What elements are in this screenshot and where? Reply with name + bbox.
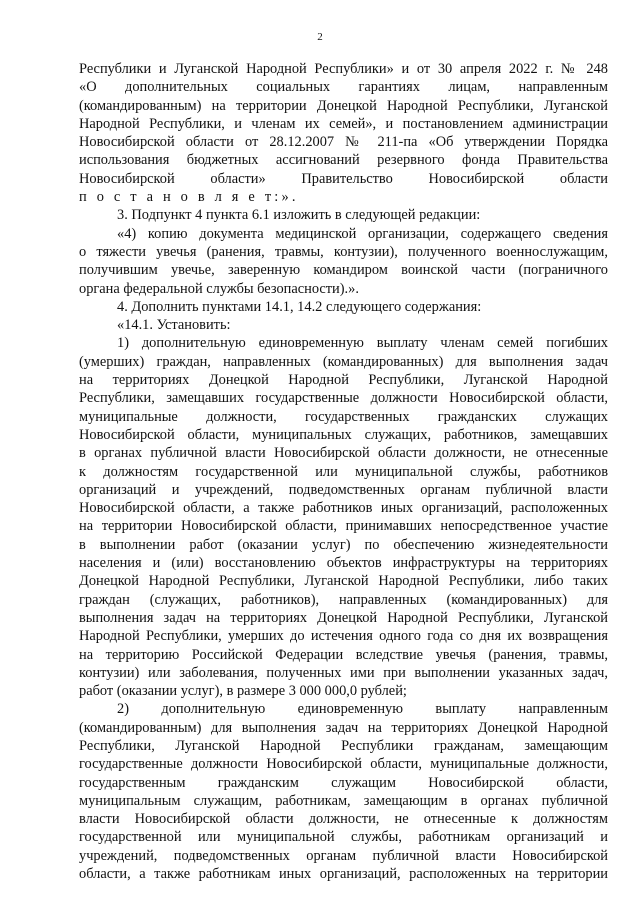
text-line: муниципальные должности, государственных гражданских служащих <box>79 408 608 425</box>
text-line: «4) копию документа медицинской организации, содержащего сведения <box>117 225 608 242</box>
text-line: Республики, Луганской Народной Республики гражданам, замещающим <box>79 737 608 754</box>
text-line: государственным гражданским служащим Новосибирской области, <box>79 774 608 791</box>
text-line: государственные должности Новосибирской области, муниципальные должности, <box>79 756 608 773</box>
text-line: «14.1. Установить: <box>117 317 231 334</box>
text-line: выполнения задач на территориях Донецкой Народной Республики, Луганской <box>79 609 608 626</box>
text-line: 4. Дополнить пунктами 14.1, 14.2 следующего содержания: <box>117 298 482 315</box>
text-line: п о с т а н о в л я е т:». <box>79 189 299 206</box>
text-line: о тяжести увечья (ранения, травмы, контузии), полученного военнослужащим, <box>79 243 608 260</box>
text-line: (командированным) для выполнения задач на территориях Донецкой Народной <box>79 719 608 736</box>
text-line: граждан (служащих, работников), направленных (командированных) для <box>79 591 608 608</box>
text-line: «О дополнительных социальных гарантиях лицам, направленным <box>79 79 608 96</box>
text-line: работ (оказании услуг), в размере 3 000 000,0 рублей; <box>79 683 407 700</box>
text-line: Донецкой Народной Республики, Луганской Народной Республики, либо таких <box>79 573 608 590</box>
document-body <box>79 60 608 883</box>
text-line: населения и (или) восстановлению объектов инфраструктуры на территориях <box>79 555 608 572</box>
text-line: Республики и Луганской Народной Республики» и от 30 апреля 2022 г. № 248 <box>79 61 608 77</box>
text-line: органа федеральной службы безопасности).». <box>79 280 359 297</box>
text-line: учреждений, подведомственных органам публичной власти Новосибирской <box>79 847 608 864</box>
text-line: на территории Новосибирской области, принимавших непосредственное участие <box>79 518 608 535</box>
text-line: области, а также работникам иных организаций, расположенных на территории <box>79 866 608 883</box>
text-line: 1) дополнительную единовременную выплату членам семей погибших <box>117 335 608 352</box>
text-line: Новосибирской области, муниципальных служащих, работников, замещавших <box>79 426 608 443</box>
text-line: (командированным) на территории Донецкой Народной Республики, Луганской <box>79 97 608 114</box>
text-line: контузии) или заболевания, полученных ими при выполнении указанных задач, <box>79 664 608 681</box>
text-line: на территорию Российской Федерации вследствие увечья (ранения, травмы, <box>79 646 608 663</box>
text-line: использования бюджетных ассигнований резервного фонда Правительства <box>79 152 608 169</box>
text-line: Новосибирской области от 28.12.2007 № 211-па «Об утверждении Порядка <box>79 134 608 151</box>
text-line: в органах публичной власти Новосибирской области должности, не отнесенные <box>79 445 608 462</box>
text-line: государственной или муниципальной службы, работникам организаций и <box>79 829 608 846</box>
text-line: получившим увечье, заверенную командиром воинской части (пограничного <box>79 262 608 279</box>
text-line: в выполнении работ (оказании услуг) по обеспечению жизнедеятельности <box>79 536 608 553</box>
text-line: власти Новосибирской области должности, не отнесенные к должностям <box>79 811 608 828</box>
text-line: (умерших) граждан, направленных (командированных) для выполнения задач <box>79 353 608 370</box>
text-line: организаций и учреждений, подведомственных органам публичной власти <box>79 481 608 498</box>
text-line: Народной Республики, умерших до истечения одного года со дня их возвращения <box>79 628 608 645</box>
text-line: Новосибирской области, а также работников иных организаций, расположенных <box>79 500 608 517</box>
text-line: на территориях Донецкой Народной Республики, Луганской Народной <box>79 372 608 389</box>
text-line: Народной Республики, и членам их семей», и постановлением администрации <box>79 115 608 132</box>
text-line: 3. Подпункт 4 пункта 6.1 изложить в следующей редакции: <box>117 207 481 224</box>
text-line: муниципальным служащим, работникам, замещающим в органах публичной <box>79 792 608 809</box>
text-line: 2) дополнительную единовременную выплату направленным <box>117 701 608 718</box>
text-line: к должностям государственной или муниципальной службы, работников <box>79 463 608 480</box>
page-number: 2 <box>317 31 323 43</box>
text-line: Республики, замещавших государственные должности Новосибирской области, <box>79 390 608 407</box>
text-line: Новосибирской области» Правительство Новосибирской области <box>79 170 608 187</box>
